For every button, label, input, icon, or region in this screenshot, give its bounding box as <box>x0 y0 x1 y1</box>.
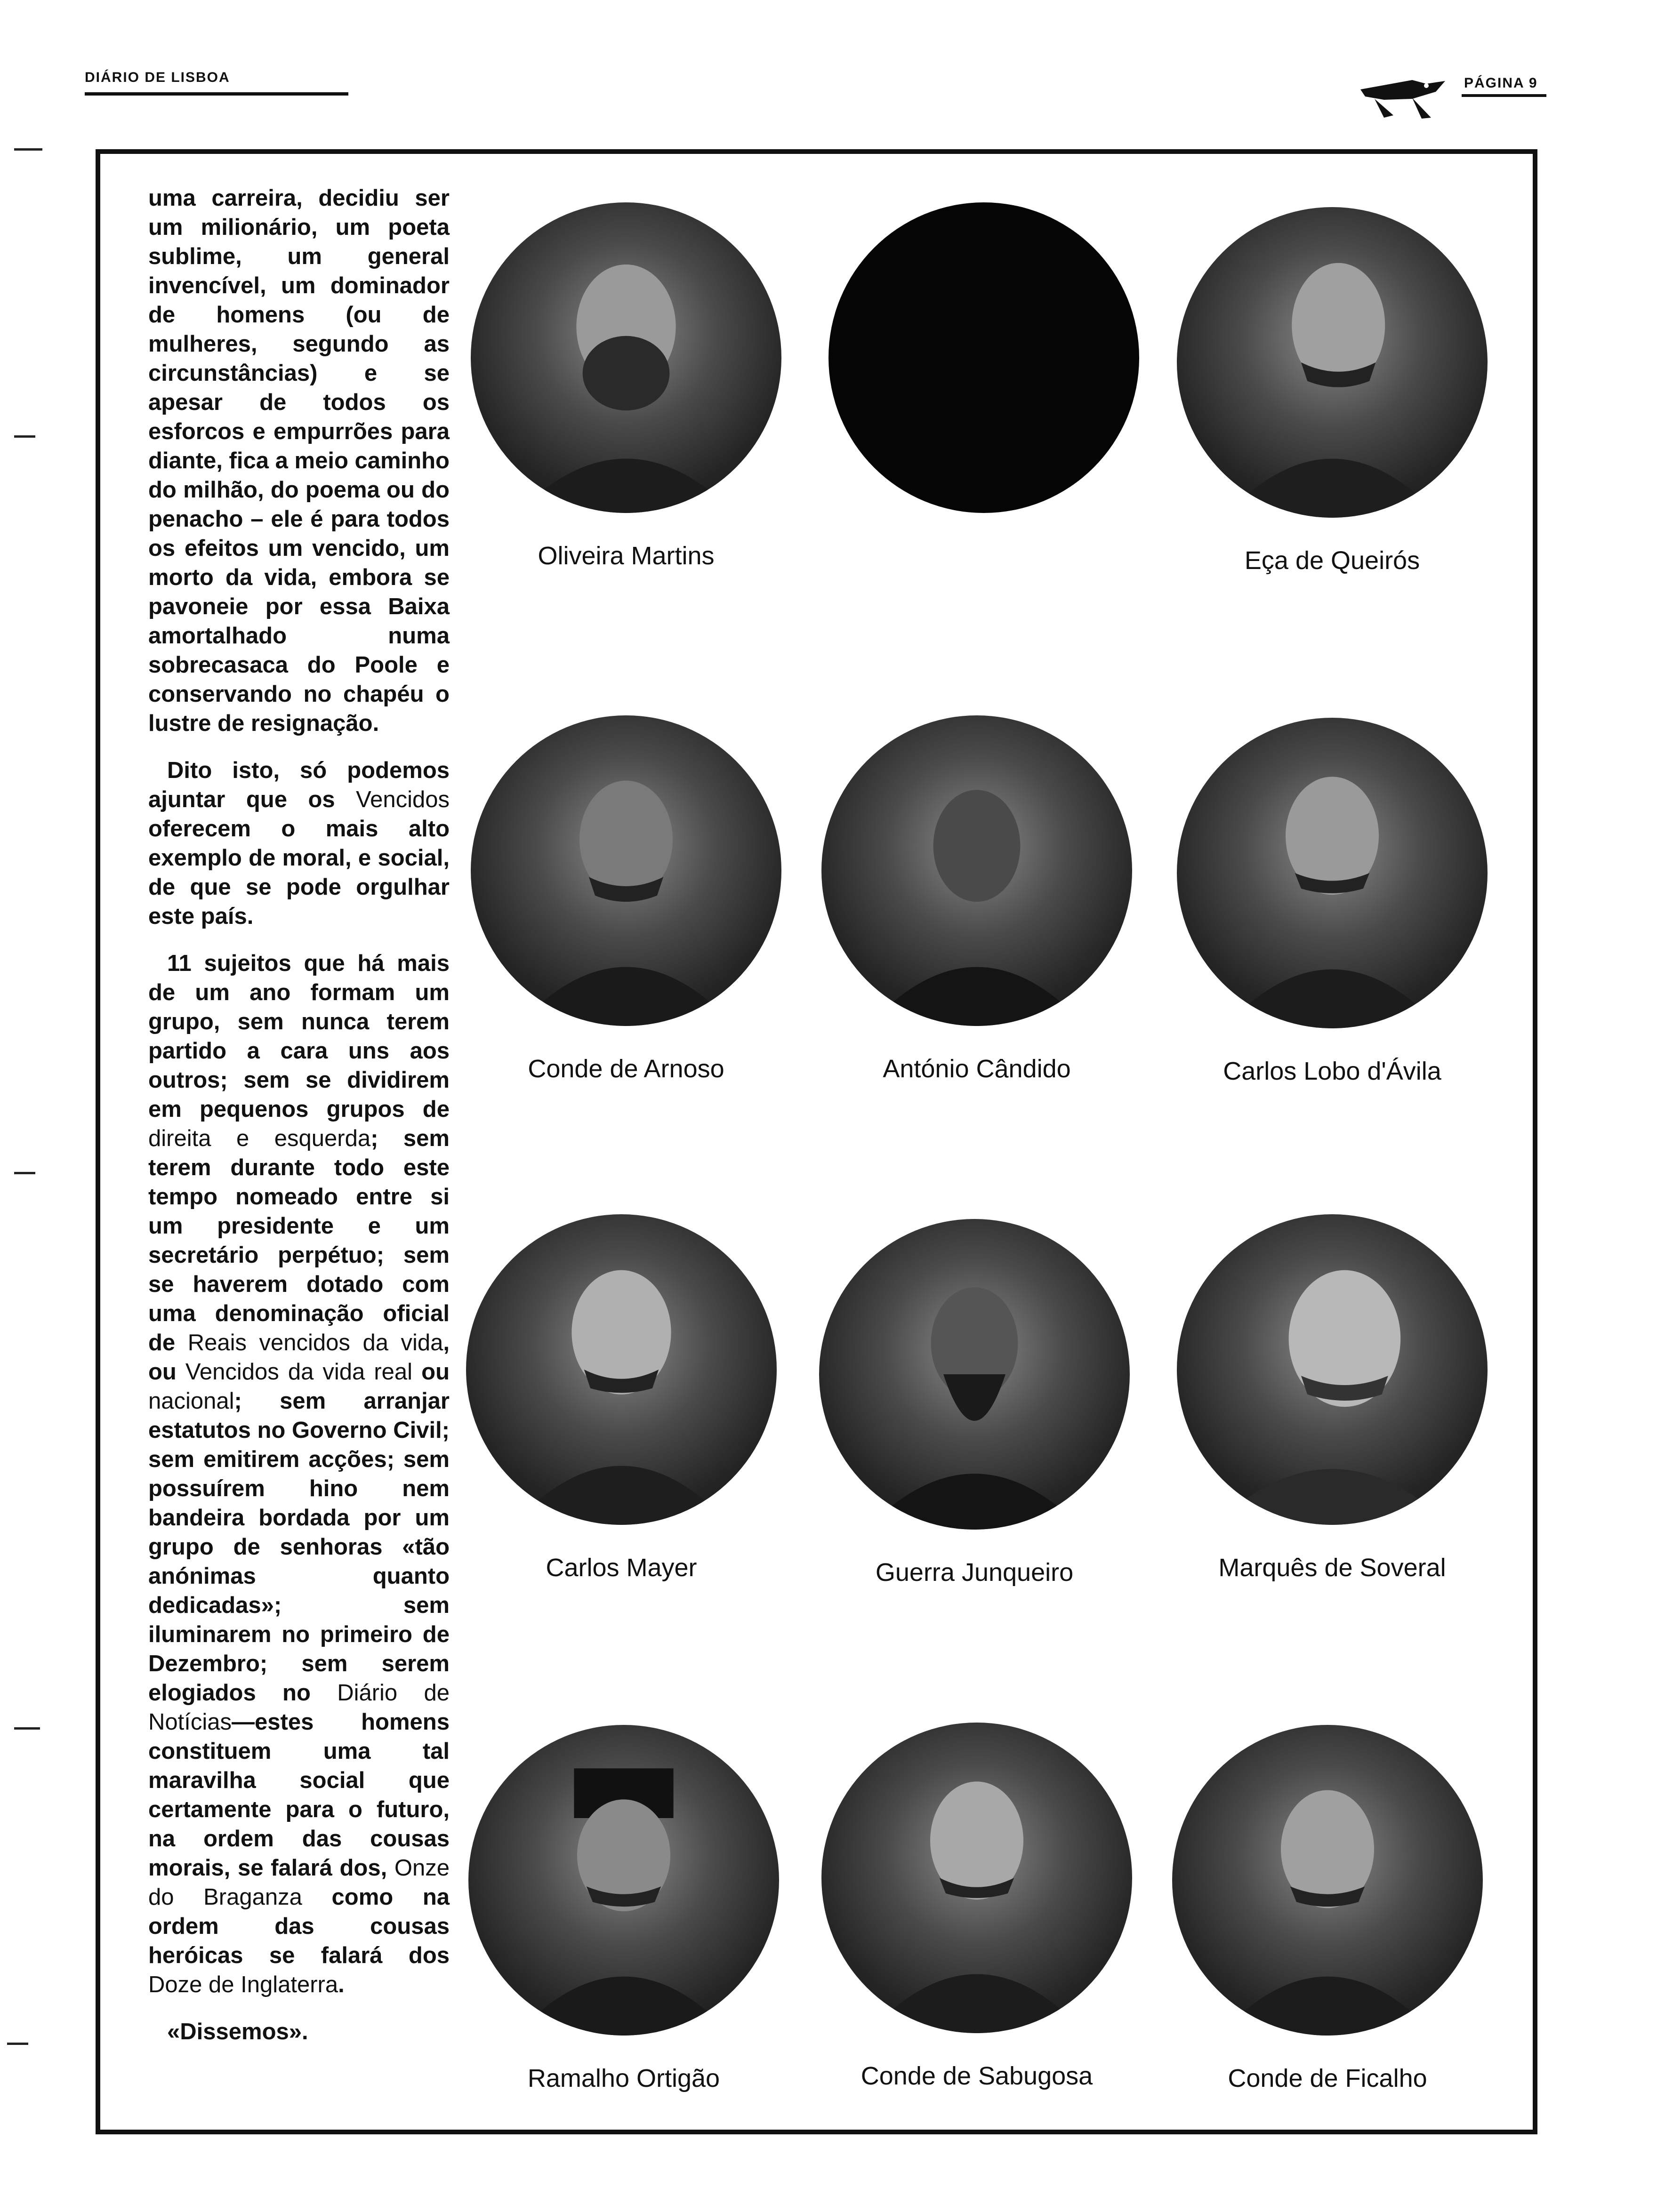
portrait-ramalho-ortigao <box>468 1725 779 2093</box>
page-number: PÁGINA 9 <box>1464 75 1538 91</box>
portrait-caption: Ramalho Ortigão <box>527 2064 720 2092</box>
article-column <box>148 184 450 2064</box>
portrait-photo <box>1177 718 1488 1028</box>
portrait-photo <box>821 715 1132 1026</box>
portrait-photo <box>821 1723 1132 2033</box>
portrait-photo <box>828 202 1139 513</box>
page-number-rule <box>1462 94 1546 97</box>
portrait-eca-de-queiros <box>1177 207 1488 575</box>
portrait-conde-de-arnoso <box>471 715 781 1083</box>
newspaper-title: DIÁRIO DE LISBOA <box>85 70 230 85</box>
article-signoff: «Dissemos». <box>167 2019 308 2044</box>
portrait-blank <box>828 202 1139 541</box>
portrait-caption: Marquês de Soveral <box>1218 1554 1446 1582</box>
portrait-caption: Guerra Junqueiro <box>875 1558 1074 1587</box>
portrait-photo <box>819 1219 1130 1530</box>
portrait-caption: Conde de Ficalho <box>1228 2064 1427 2092</box>
portrait-conde-de-ficalho <box>1172 1725 1483 2093</box>
portrait-carlos-mayer <box>466 1214 777 1582</box>
portrait-caption: Carlos Lobo d'Ávila <box>1223 1057 1441 1085</box>
margin-mark <box>14 1172 35 1174</box>
portrait-caption: Conde de Sabugosa <box>861 2062 1093 2090</box>
portrait-oliveira-martins <box>471 202 781 570</box>
portrait-caption: Carlos Mayer <box>546 1554 697 1582</box>
portrait-guerra-junqueiro <box>819 1219 1130 1587</box>
margin-mark <box>7 2043 28 2045</box>
masthead-logo-icon <box>1356 71 1450 122</box>
portrait-carlos-lobo-davila <box>1177 718 1488 1086</box>
portrait-photo <box>466 1214 777 1525</box>
portrait-photo <box>1177 1214 1488 1525</box>
portrait-marques-de-soveral <box>1177 1214 1488 1582</box>
portrait-photo <box>471 202 781 513</box>
portrait-photo <box>468 1725 779 2036</box>
portrait-caption: António Cândido <box>883 1055 1071 1083</box>
portrait-photo <box>1177 207 1488 518</box>
portrait-caption: Conde de Arnoso <box>528 1055 724 1083</box>
article-paragraph-1: uma carreira, decidiu ser um milionário, um poeta sublime, um general invencível, um dominador de homens (ou de mulheres, segundo as circunstâncias) e se apesar de todos os esforcos e empurrões para diante, fica a meio caminho do milhão, do poema ou do penacho – ele é para todos os efeitos um vencido, um morto da vida, embora se pavoneie por essa Baixa amortalhado numa sobrecasaca do Poole e conservando no chapéu o lustre de resignação. <box>148 185 450 736</box>
margin-mark <box>14 1727 40 1730</box>
portrait-photo <box>1172 1725 1483 2036</box>
masthead-rule <box>85 92 348 96</box>
margin-mark <box>14 148 42 151</box>
portrait-antonio-candido <box>821 715 1132 1083</box>
portrait-caption: Oliveira Martins <box>538 542 715 570</box>
article-paragraph-2: Dito isto, só podemos ajuntar que os Vencidos oferecem o mais alto exemplo de moral, e social, de que se pode orgulhar este país. <box>148 758 450 929</box>
portrait-caption: Eça de Queirós <box>1244 546 1420 575</box>
portrait-conde-de-sabugosa <box>821 1723 1132 2091</box>
portrait-photo <box>471 715 781 1026</box>
article-paragraph-3: 11 sujeitos que há mais de um ano formam um grupo, sem nunca terem partido a cara uns aos outros; sem se dividirem em pequenos grupos de direita e esquerda; sem terem durante todo este tempo nomeado entre si um presidente e um secretário perpétuo; sem se haverem dotado com uma denominação oficial de Reais vencidos da vida, ou Vencidos da vida real ou nacional; sem arranjar estatutos no Governo Civil; sem emitirem acções; sem possuírem hino nem bandeira bordada por um grupo de senhoras «tão anónimas quanto dedicadas»; sem iluminarem no primeiro de Dezembro; sem serem elogiados no Diário de Notícias—estes homens constituem uma tal maravilha social que certamente para o futuro, na ordem das cousas morais, se falará dos, Onze do Braganza como na ordem das cousas heróicas se falará dos Doze de Inglaterra. <box>148 951 450 1997</box>
margin-mark <box>14 435 35 438</box>
